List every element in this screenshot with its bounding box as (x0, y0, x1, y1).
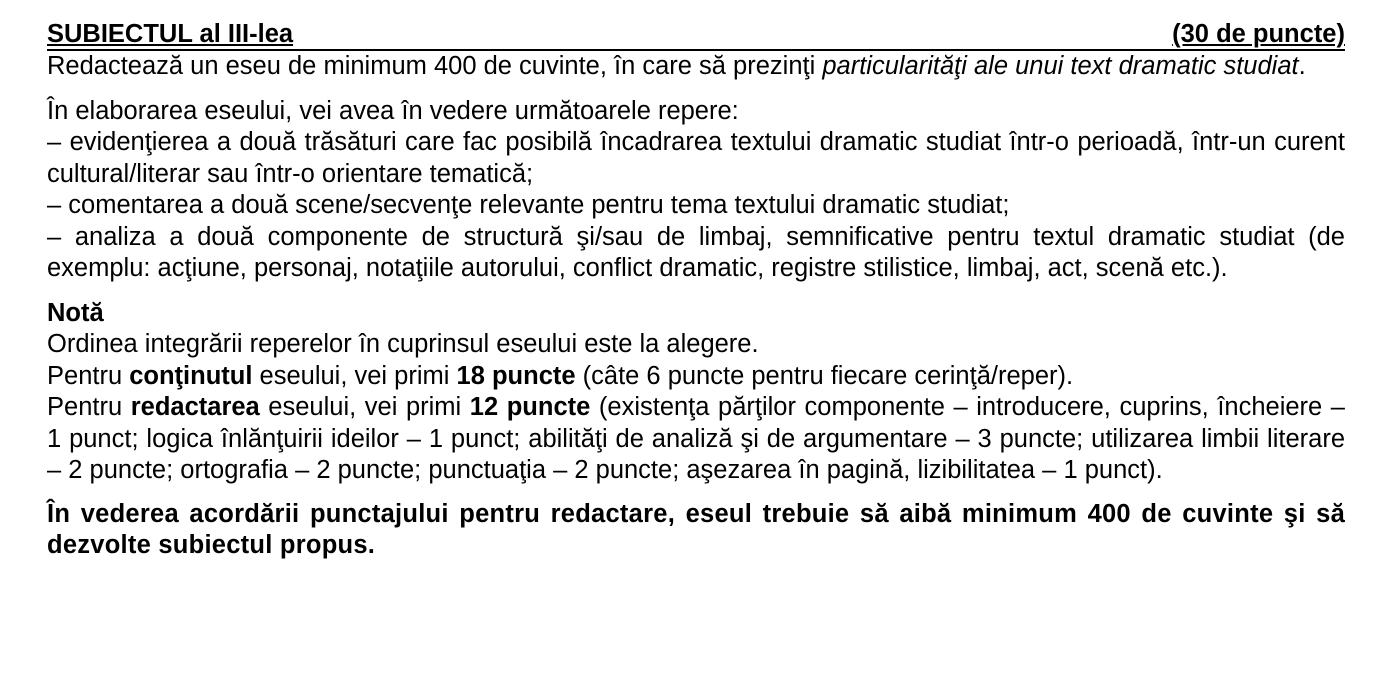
writing-line-bold-1: redactarea (130, 393, 260, 421)
guideline-item-2: – comentarea a două scene/secvenţe relevante pentru tema textului dramatic studiat; (47, 191, 1010, 219)
writing-line-bold-2: 12 puncte (469, 393, 591, 421)
task-prefix: Redactează un eseu de minimum 400 de cuvinte, în care să prezinţi (47, 52, 823, 80)
writing-line-text-3: (existenţa părţilor componente – introducere, cuprins, încheiere – 1 punct; logica înlănţuirii ideilor – 1 punct; abilităţi de analiză şi de argumentare – 3 puncte; utilizarea limbii literare – 2 puncte; ortografia – 2 puncte; punctuaţia – 2 puncte; aşezarea în pagină, lizibilitatea – 1 punct). (47, 393, 1345, 484)
content-line-bold-2: 18 puncte (456, 361, 576, 390)
content-line-text-3: (câte 6 puncte pentru fiecare cerinţă/reper). (575, 361, 1074, 390)
note-heading: Notă (47, 298, 104, 327)
content-line-bold-1: conţinutul (129, 361, 253, 390)
content-line-text-2: eseului, vei primi (252, 361, 457, 390)
subject-points: (30 de puncte) (1172, 20, 1345, 48)
guidelines-section (47, 96, 1345, 285)
subject-header (47, 19, 1345, 51)
note-section (47, 298, 1345, 487)
final-requirement: În vederea acordării punctajului pentru redactare, eseul trebuie să aibă minimum 400 de cuvinte şi să dezvolte subiectul propus. (47, 499, 1345, 559)
content-line-text-1: Pentru (47, 361, 130, 390)
guideline-item-3: – analiza a două componente de structură şi/sau de limbaj, semnificative pentru textul dramatic studiat (de exemplu: acţiune, personaj, notaţiile autorului, conflict dramatic, registre stilistice, limbaj, act, scenă etc.). (47, 222, 1345, 282)
task-statement (47, 51, 1345, 83)
task-suffix: . (1298, 52, 1306, 80)
note-content-points (47, 361, 1345, 393)
writing-line-text-1: Pentru (47, 393, 131, 421)
subject-title: SUBIECTUL al III-lea (47, 20, 294, 48)
guideline-item-1: – evidenţierea a două trăsături care fac posibilă încadrarea textului dramatic studiat într-o perioadă, într-un curent cultural/literar sau într-o orientare tematică; (47, 128, 1345, 188)
note-writing-points (47, 392, 1345, 487)
note-order: Ordinea integrării reperelor în cuprinsul eseului este la alegere. (47, 330, 759, 358)
task-emphasis: particularităţi ale unui text dramatic studiat (822, 52, 1299, 80)
exam-page (47, 19, 1345, 562)
guidelines-intro: În elaborarea eseului, vei avea în vedere următoarele repere: (47, 96, 739, 125)
writing-line-text-2: eseului, vei primi (259, 393, 470, 421)
